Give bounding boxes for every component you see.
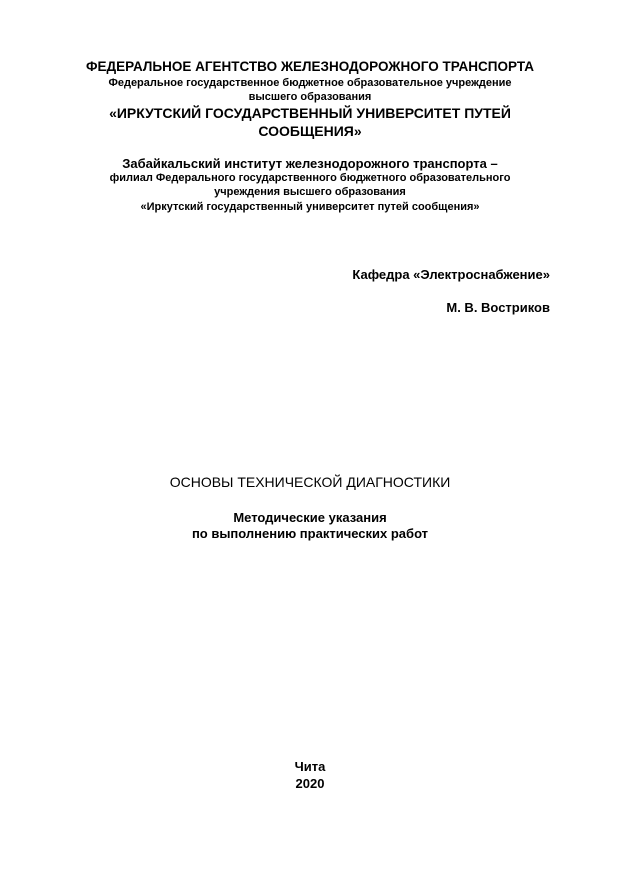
institution-type-line1: Федеральное государственное бюджетное образовательное учреждение — [108, 77, 512, 89]
branch-line2: филиал Федерального государственного бюджетного образовательного — [109, 172, 511, 184]
year: 2020 — [295, 776, 325, 791]
university-name-line1: «ИРКУТСКИЙ ГОСУДАРСТВЕННЫЙ УНИВЕРСИТЕТ ПУТЕЙ — [109, 105, 511, 121]
agency-name: ФЕДЕРАЛЬНОЕ АГЕНТСТВО ЖЕЛЕЗНОДОРОЖНОГО ТРАНСПОРТА — [86, 59, 534, 74]
document-title: ОСНОВЫ ТЕХНИЧЕСКОЙ ДИАГНОСТИКИ — [169, 474, 451, 490]
branch-line4: «Иркутский государственный университет путей сообщения» — [140, 201, 480, 213]
city: Чита — [294, 759, 326, 774]
university-name-line2: СООБЩЕНИЯ» — [258, 123, 362, 139]
institution-type-line2: высшего образования — [248, 91, 372, 103]
document-subtitle-line2: по выполнению практических работ — [191, 526, 429, 541]
branch-line3: учреждения высшего образования — [214, 186, 406, 198]
document-subtitle-line1: Методические указания — [233, 510, 387, 525]
author-name: М. В. Востриков — [446, 300, 550, 315]
branch-line1: Забайкальский институт железнодорожного транспорта – — [122, 156, 498, 171]
department-name: Кафедра «Электроснабжение» — [352, 267, 550, 282]
